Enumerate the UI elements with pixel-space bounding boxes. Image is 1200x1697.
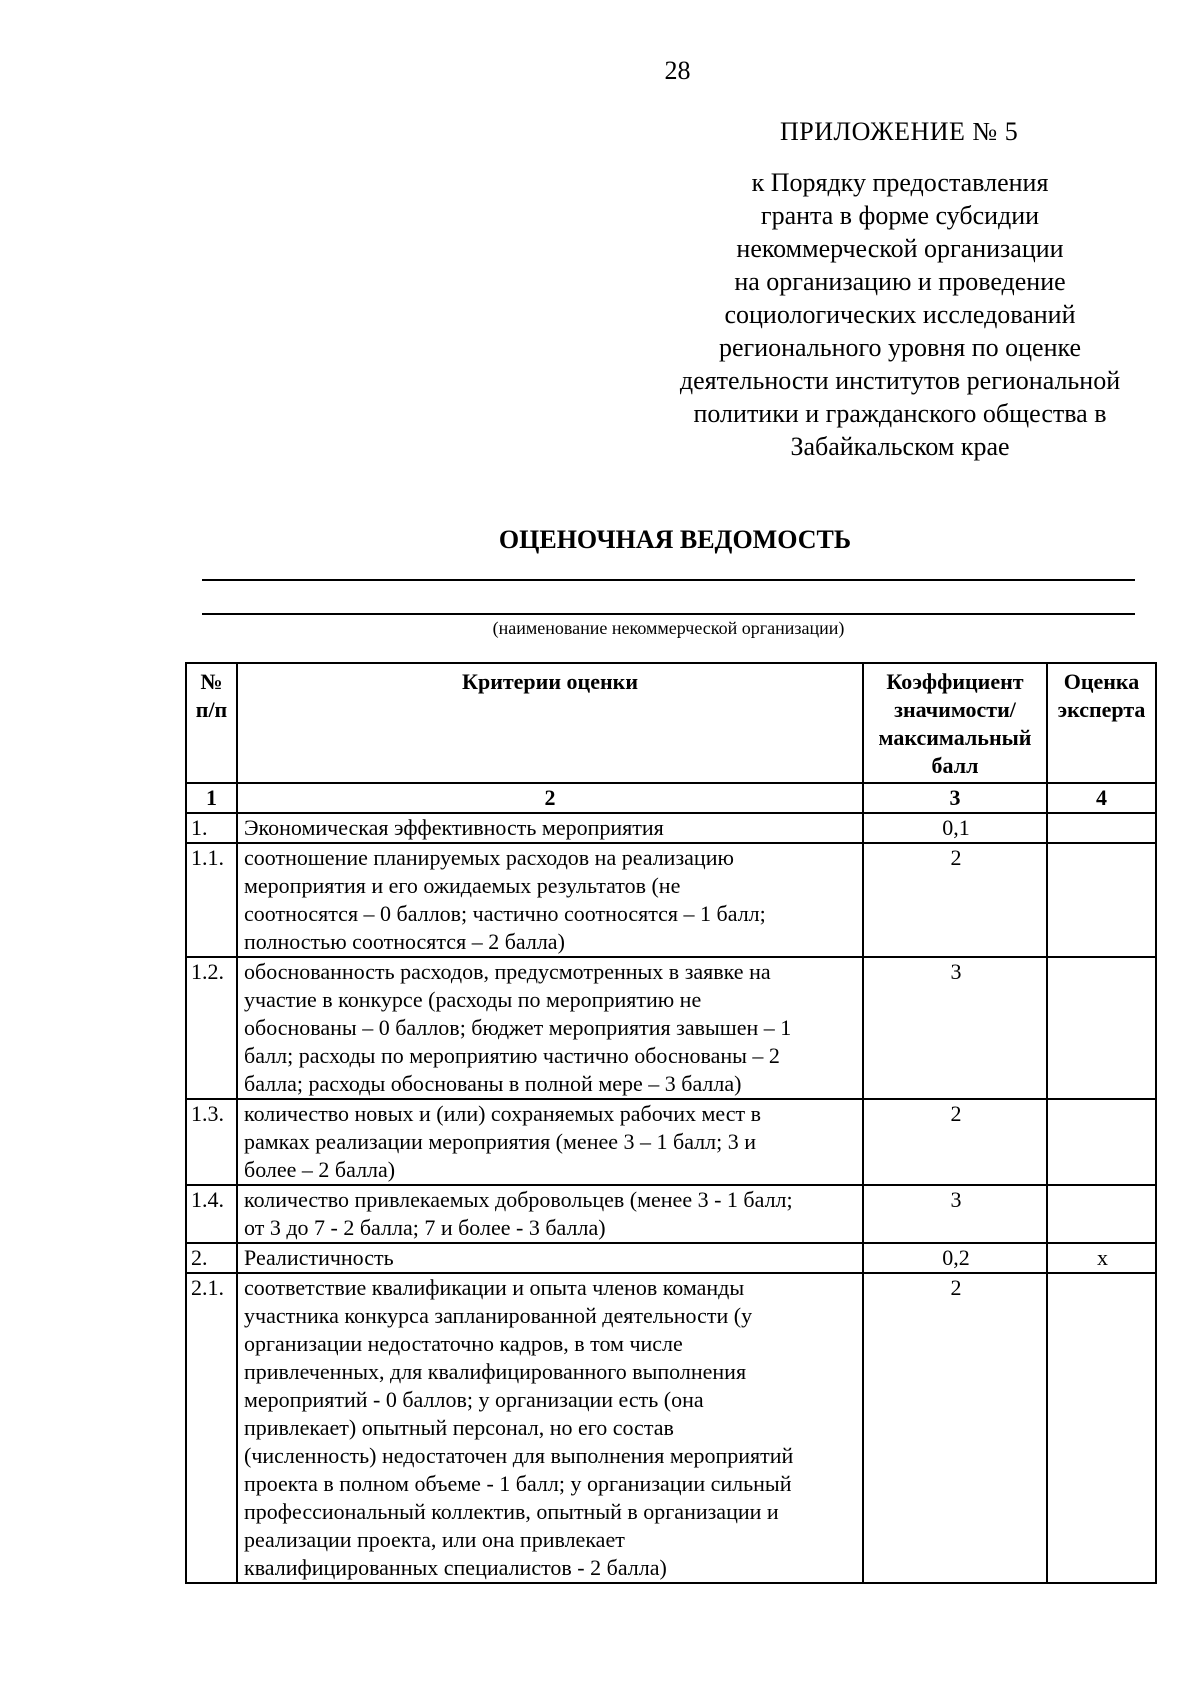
org-name-caption: (наименование некоммерческой организации) [492,618,845,638]
criterion-text-line: обоснованность расходов, предусмотренных в заявке на [244,959,771,984]
row-expert-score [1047,1099,1156,1185]
row-criterion [237,957,863,1099]
header-coefficient-line: максимальный [878,725,1032,750]
row-expert-score [1047,957,1156,1099]
appendix-title: ПРИЛОЖЕНИЕ № 5 [780,117,1019,146]
header-expert-line: Оценка [1063,669,1140,694]
criteria-table-body [186,813,1156,1583]
row-number: 1.3. [186,1099,237,1185]
criterion-text-line: участника конкурса запланированной деятельности (у [244,1303,753,1328]
row-coefficient: 0,2 [863,1243,1047,1273]
appendix-subtitle-line: деятельности институтов региональной [679,366,1121,395]
page-number: 28 [664,56,691,85]
table-row [186,813,1156,843]
header-number-line: п/п [195,697,228,722]
column-index-row [186,783,1156,813]
header-expert [1047,663,1156,783]
criterion-text-line: мероприятия и его ожидаемых результатов (не [244,873,681,898]
criterion-text-line: соотношение планируемых расходов на реализацию [244,845,734,870]
row-criterion [237,1185,863,1243]
header-expert-line: эксперта [1057,697,1146,722]
header-number [186,663,237,783]
row-criterion [237,813,863,843]
appendix-subtitle-line: к Порядку предоставления [751,168,1049,197]
row-coefficient: 2 [863,1273,1047,1583]
appendix-subtitle-line: социологических исследований [724,300,1076,329]
table-row [186,957,1156,1099]
row-expert-score [1047,813,1156,843]
table-row [186,843,1156,957]
org-name-line-1 [202,579,1135,581]
header-coefficient-line: балл [931,753,979,778]
appendix-subtitle-line: на организацию и проведение [734,267,1066,296]
criterion-text-line: соотносятся – 0 баллов; частично соотносятся – 1 балл; [244,901,766,926]
appendix-subtitle-line: регионального уровня по оценке [718,333,1082,362]
row-criterion [237,1273,863,1583]
table-row [186,1273,1156,1583]
row-number: 2. [186,1243,237,1273]
header-coefficient [863,663,1047,783]
criterion-text-line: Экономическая эффективность мероприятия [244,815,664,840]
criterion-text-line: количество привлекаемых добровольцев (менее 3 - 1 балл; [244,1187,793,1212]
row-number: 1. [186,813,237,843]
document-title: ОЦЕНОЧНАЯ ВЕДОМОСТЬ [498,525,852,554]
criterion-text-line: соответствие квалификации и опыта членов команды [244,1275,745,1300]
row-coefficient: 2 [863,843,1047,957]
row-coefficient: 3 [863,957,1047,1099]
criterion-text-line: участие в конкурсе (расходы по мероприятию не [244,987,702,1012]
criterion-text-line: квалифицированных специалистов - 2 балла) [244,1555,667,1580]
criterion-text-line: организации недостаточно кадров, в том числе [244,1331,683,1356]
header-coefficient-line: значимости/ [894,697,1016,722]
table-header-row [186,663,1156,783]
criterion-text-line: проекта в полном объеме - 1 балл; у организации сильный [244,1471,792,1496]
row-coefficient: 2 [863,1099,1047,1185]
row-number: 2.1. [186,1273,237,1583]
row-number: 1.2. [186,957,237,1099]
row-number: 1.4. [186,1185,237,1243]
table-row [186,1185,1156,1243]
appendix-subtitle-line: некоммерческой организации [736,234,1064,263]
criterion-text-line: от 3 до 7 - 2 балла; 7 и более - 3 балла) [244,1215,606,1240]
appendix-subtitle-line: гранта в форме субсидии [760,201,1040,230]
criterion-text-line: профессиональный коллектив, опытный в организации и [244,1499,779,1524]
criterion-text-line: обоснованы – 0 баллов; бюджет мероприятия завышен – 1 [244,1015,792,1040]
column-index: 3 [863,783,1047,813]
criterion-text-line: привлеченных, для квалифицированного выполнения [244,1359,747,1384]
table-row [186,1099,1156,1185]
header-number-line: № [200,669,223,694]
row-criterion [237,1243,863,1273]
row-expert-score [1047,843,1156,957]
criterion-text-line: более – 2 балла) [244,1157,396,1182]
row-coefficient: 0,1 [863,813,1047,843]
criterion-text-line: (численность) недостаточен для выполнения мероприятий [244,1443,794,1468]
column-index: 1 [186,783,237,813]
criterion-text-line: мероприятий - 0 баллов; у организации есть (она [244,1387,704,1412]
criterion-text-line: полностью соотносятся – 2 балла) [244,929,565,954]
criterion-text-line: реализации проекта, или она привлекает [244,1527,625,1552]
header-criteria: Критерии оценки [237,663,863,783]
org-name-line-2 [202,613,1135,615]
appendix-subtitle-line: политики и гражданского общества в [693,399,1107,428]
header-coefficient-line: Коэффициент [886,669,1024,694]
table-row [186,1243,1156,1273]
row-expert-score [1047,1185,1156,1243]
criterion-text-line: Реалистичность [244,1245,394,1270]
criteria-table [185,662,1157,1584]
criterion-text-line: рамках реализации мероприятия (менее 3 – 1 балл; 3 и [244,1129,756,1154]
row-expert-score: x [1047,1243,1156,1273]
criterion-text-line: количество новых и (или) сохраняемых рабочих мест в [244,1101,761,1126]
column-index: 2 [237,783,863,813]
row-number: 1.1. [186,843,237,957]
criterion-text-line: балла; расходы обоснованы в полной мере – 3 балла) [244,1071,742,1096]
criterion-text-line: балл; расходы по мероприятию частично обоснованы – 2 [244,1043,780,1068]
row-coefficient: 3 [863,1185,1047,1243]
row-expert-score [1047,1273,1156,1583]
criterion-text-line: привлекает) опытный персонал, но его состав [244,1415,674,1440]
row-criterion [237,843,863,957]
appendix-subtitle [640,166,1160,463]
column-index: 4 [1047,783,1156,813]
appendix-subtitle-line: Забайкальском крае [790,432,1010,461]
row-criterion [237,1099,863,1185]
